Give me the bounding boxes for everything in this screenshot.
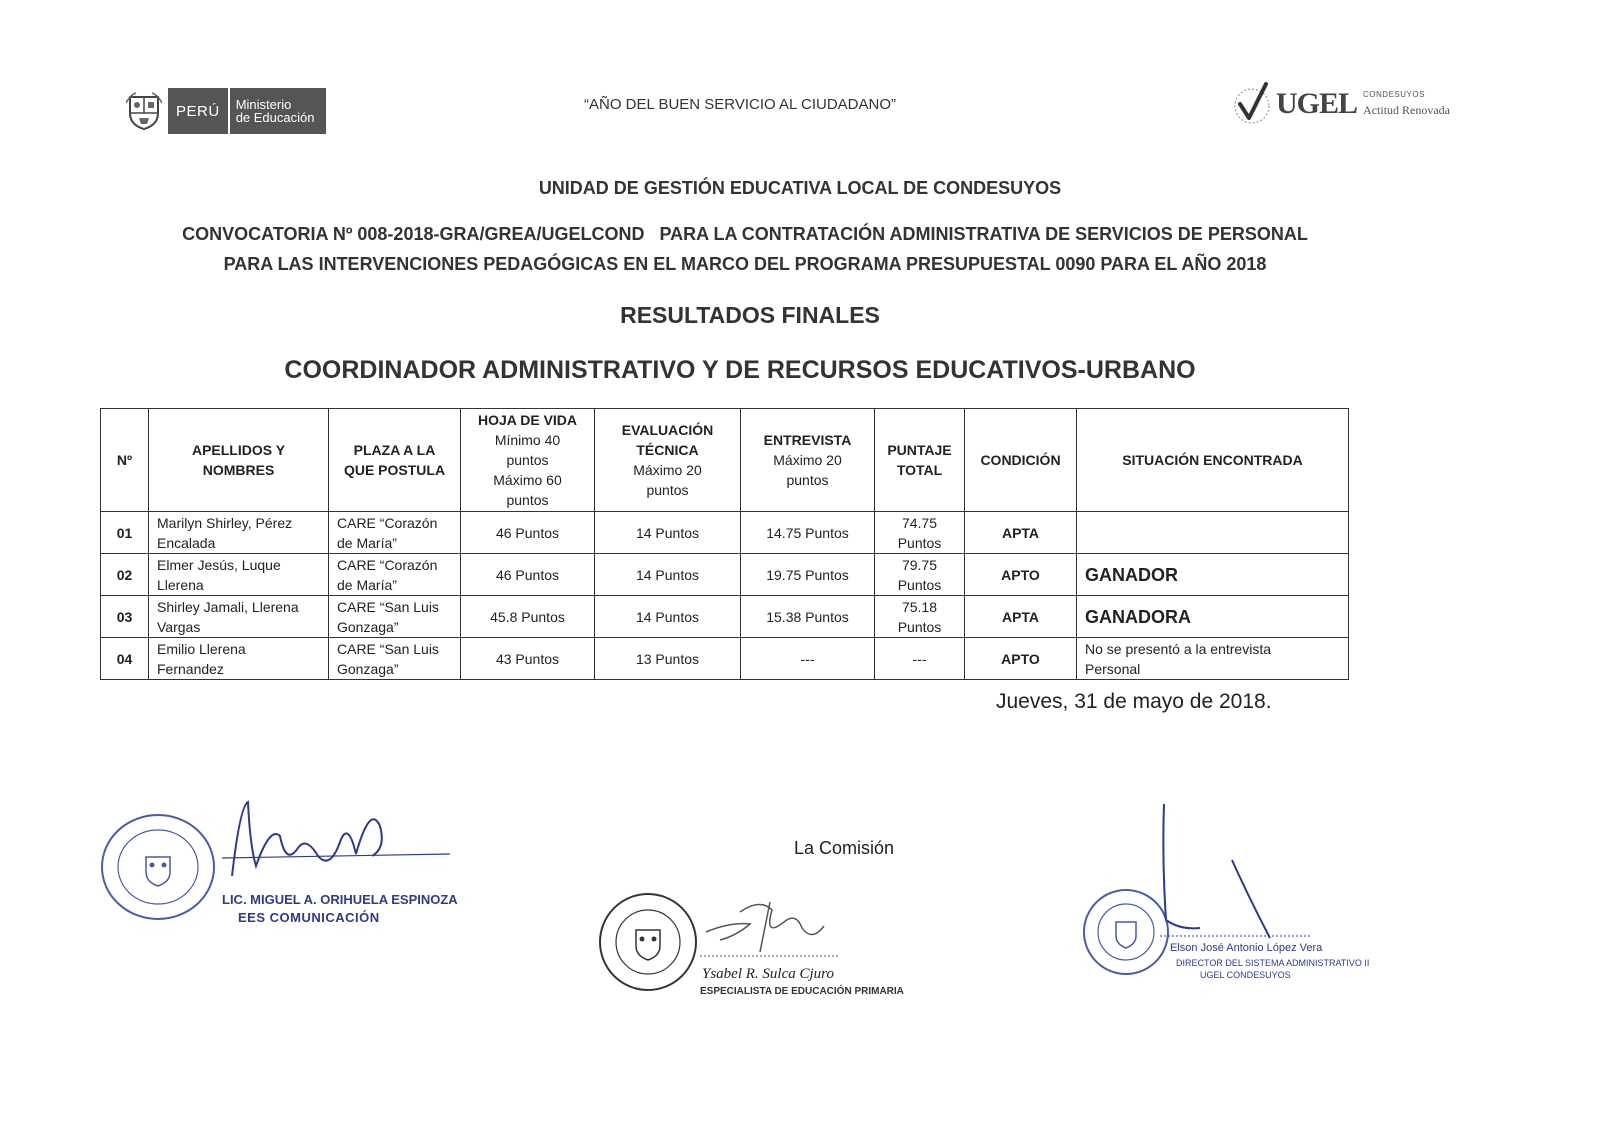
- checkmark-icon: [1232, 80, 1272, 128]
- signature-3-scribble: [1140, 800, 1320, 950]
- document-date: Jueves, 31 de mayo de 2018.: [996, 690, 1272, 713]
- header-hoja-l2: puntos: [506, 452, 549, 468]
- row-eval: 14 Puntos: [595, 512, 741, 554]
- header-plaza: [329, 409, 461, 512]
- row-total-l1: 79.75: [901, 556, 938, 573]
- row-total-l1: 75.18: [901, 598, 938, 615]
- row-eval: 14 Puntos: [595, 554, 741, 596]
- header-entrev-title: ENTREVISTA: [763, 432, 852, 448]
- header-entrev-l2: puntos: [786, 472, 829, 488]
- row-condicion: APTO: [965, 638, 1077, 680]
- signature-1-name: LIC. MIGUEL A. ORIHUELA ESPINOZA: [222, 892, 458, 907]
- ministerio-label: [230, 98, 327, 124]
- results-title: RESULTADOS FINALES: [620, 302, 880, 328]
- row-name-l1: Marilyn Shirley, Pérez: [157, 514, 293, 531]
- header-plaza-l2: QUE POSTULA: [343, 462, 446, 478]
- header-name-l2: NOMBRES: [202, 462, 275, 478]
- row-plaza: [329, 638, 461, 680]
- table-row: [101, 512, 1349, 554]
- header-hoja: [461, 409, 595, 512]
- ugel-side-text: [1363, 90, 1450, 118]
- row-name-l2: Encalada: [157, 534, 216, 551]
- minedu-logo: [126, 88, 326, 134]
- header-hoja-l1: Mínimo 40: [494, 432, 561, 448]
- row-total: [875, 512, 965, 554]
- row-total-l2: Puntos: [897, 618, 942, 635]
- row-eval: 14 Puntos: [595, 596, 741, 638]
- row-condicion: APTO: [965, 554, 1077, 596]
- year-motto: “AÑO DEL BUEN SERVICIO AL CIUDADANO”: [583, 96, 896, 113]
- row-situacion: GANADOR: [1077, 554, 1349, 596]
- row-num: 01: [101, 512, 149, 554]
- header-name-l1: APELLIDOS Y: [191, 442, 286, 458]
- seal-secundaria-icon: [98, 812, 218, 922]
- header-eval-l3: Máximo 20: [633, 462, 702, 478]
- row-hoja: 46 Puntos: [461, 512, 595, 554]
- signature-1-scribble: [210, 796, 460, 886]
- header-hoja-l4: puntos: [506, 492, 549, 508]
- row-condicion: APTA: [965, 596, 1077, 638]
- signature-3-role2: UGEL CONDESUYOS: [1200, 970, 1291, 980]
- row-situacion-l2: Personal: [1085, 660, 1141, 677]
- header-condicion: CONDICIÓN: [965, 409, 1077, 512]
- row-num: 04: [101, 638, 149, 680]
- minedu-wordmark: [168, 88, 326, 134]
- row-num: 02: [101, 554, 149, 596]
- results-table: [100, 408, 1349, 680]
- header-puntaje-l2: TOTAL: [896, 462, 943, 478]
- row-name-l1: Elmer Jesús, Luque: [157, 556, 281, 573]
- row-total-l2: Puntos: [897, 534, 942, 551]
- header-hoja-l3: Máximo 60: [493, 472, 562, 488]
- row-name: [149, 638, 329, 680]
- row-plaza-l2: de María”: [337, 576, 397, 593]
- row-plaza-l2: Gonzaga”: [337, 618, 399, 635]
- ugel-tagline: Actitud Renovada: [1363, 103, 1451, 117]
- signature-3-name: Elson José Antonio López Vera: [1170, 942, 1323, 954]
- header-eval-l2: TÉCNICA: [636, 442, 699, 458]
- row-plaza-l1: CARE “Corazón: [337, 556, 438, 573]
- row-situacion: GANADORA: [1077, 596, 1349, 638]
- peru-coat-of-arms-icon: [126, 91, 162, 131]
- row-entrevista: 19.75 Puntos: [741, 554, 875, 596]
- position-title: COORDINADOR ADMINISTRATIVO Y DE RECURSOS EDUCATIVOS-URBANO: [284, 356, 1196, 384]
- ugel-region: CONDESUYOS: [1363, 90, 1425, 99]
- header-entrevista: [741, 409, 875, 512]
- row-num: 03: [101, 596, 149, 638]
- row-eval: 13 Puntos: [595, 638, 741, 680]
- row-total: ---: [875, 638, 965, 680]
- row-name-l2: Vargas: [157, 618, 201, 635]
- header-puntaje: [875, 409, 965, 512]
- row-total: [875, 554, 965, 596]
- row-total-l1: 74.75: [901, 514, 938, 531]
- header-eval-l1: EVALUACIÓN: [621, 422, 714, 438]
- signature-2-role: ESPECIALISTA DE EDUCACIÓN PRIMARIA: [700, 986, 904, 997]
- row-plaza-l1: CARE “San Luis: [337, 640, 439, 657]
- signature-1-role: EES COMUNICACIÓN: [238, 910, 380, 925]
- header-entrev-l1: Máximo 20: [773, 452, 842, 468]
- row-plaza-l1: CARE “Corazón: [337, 514, 438, 531]
- row-total-l2: Puntos: [897, 576, 942, 593]
- row-condicion: APTA: [965, 512, 1077, 554]
- table-row: [101, 596, 1349, 638]
- row-plaza: [329, 554, 461, 596]
- header-situacion: SITUACIÓN ENCONTRADA: [1077, 409, 1349, 512]
- ugel-logo: [1232, 80, 1450, 128]
- row-hoja: 46 Puntos: [461, 554, 595, 596]
- ugel-name: UGEL: [1276, 87, 1358, 120]
- unit-title: UNIDAD DE GESTIÓN EDUCATIVA LOCAL DE CONDESUYOS: [538, 178, 1062, 198]
- row-entrevista: 14.75 Puntos: [741, 512, 875, 554]
- header-num: Nº: [101, 409, 149, 512]
- ministerio-line2: de Educación: [235, 110, 315, 125]
- ministerio-line1: Ministerio: [235, 97, 292, 112]
- header-eval: [595, 409, 741, 512]
- row-situacion: [1077, 512, 1349, 554]
- row-name-l2: Llerena: [157, 576, 204, 593]
- header-name: [149, 409, 329, 512]
- signature-2-scribble: [700, 892, 850, 962]
- row-name-l2: Fernandez: [157, 660, 224, 677]
- row-situacion: [1077, 638, 1349, 680]
- table-header-row: [101, 409, 1349, 512]
- header-eval-l4: puntos: [646, 482, 689, 498]
- convocatoria-line1: CONVOCATORIA Nº 008-2018-GRA/GREA/UGELCOND PARA LA CONTRATACIÓN ADMINISTRATIVA DE SERVICIOS DE PERSONAL: [182, 224, 1308, 244]
- row-plaza-l2: Gonzaga”: [337, 660, 399, 677]
- row-plaza-l1: CARE “San Luis: [337, 598, 439, 615]
- row-name-l1: Emilio Llerena: [157, 640, 246, 657]
- header-plaza-l1: PLAZA A LA: [353, 442, 436, 458]
- row-plaza: [329, 596, 461, 638]
- peru-label: PERÚ: [176, 102, 220, 120]
- row-hoja: 45.8 Puntos: [461, 596, 595, 638]
- row-name-l1: Shirley Jamali, Llerena: [157, 598, 299, 615]
- row-entrevista: ---: [741, 638, 875, 680]
- header-hoja-title: HOJA DE VIDA: [477, 412, 578, 428]
- row-name: [149, 512, 329, 554]
- row-plaza-l2: de María”: [337, 534, 397, 551]
- row-name: [149, 596, 329, 638]
- row-name: [149, 554, 329, 596]
- signature-3-role1: DIRECTOR DEL SISTEMA ADMINISTRATIVO II: [1176, 958, 1370, 968]
- row-entrevista: 15.38 Puntos: [741, 596, 875, 638]
- row-total: [875, 596, 965, 638]
- seal-gerencia-regional-icon: [596, 890, 700, 994]
- row-hoja: 43 Puntos: [461, 638, 595, 680]
- convocatoria-line2: PARA LAS INTERVENCIONES PEDAGÓGICAS EN EL MARCO DEL PROGRAMA PRESUPUESTAL 0090 PARA EL AÑO 2018: [223, 254, 1267, 274]
- table-row: [101, 554, 1349, 596]
- commission-label: La Comisión: [794, 838, 895, 858]
- row-situacion-l1: No se presentó a la entrevista: [1085, 640, 1271, 657]
- table-row: [101, 638, 1349, 680]
- row-plaza: [329, 512, 461, 554]
- header-puntaje-l1: PUNTAJE: [887, 442, 952, 458]
- signature-2-name: Ysabel R. Sulca Cjuro: [702, 966, 834, 982]
